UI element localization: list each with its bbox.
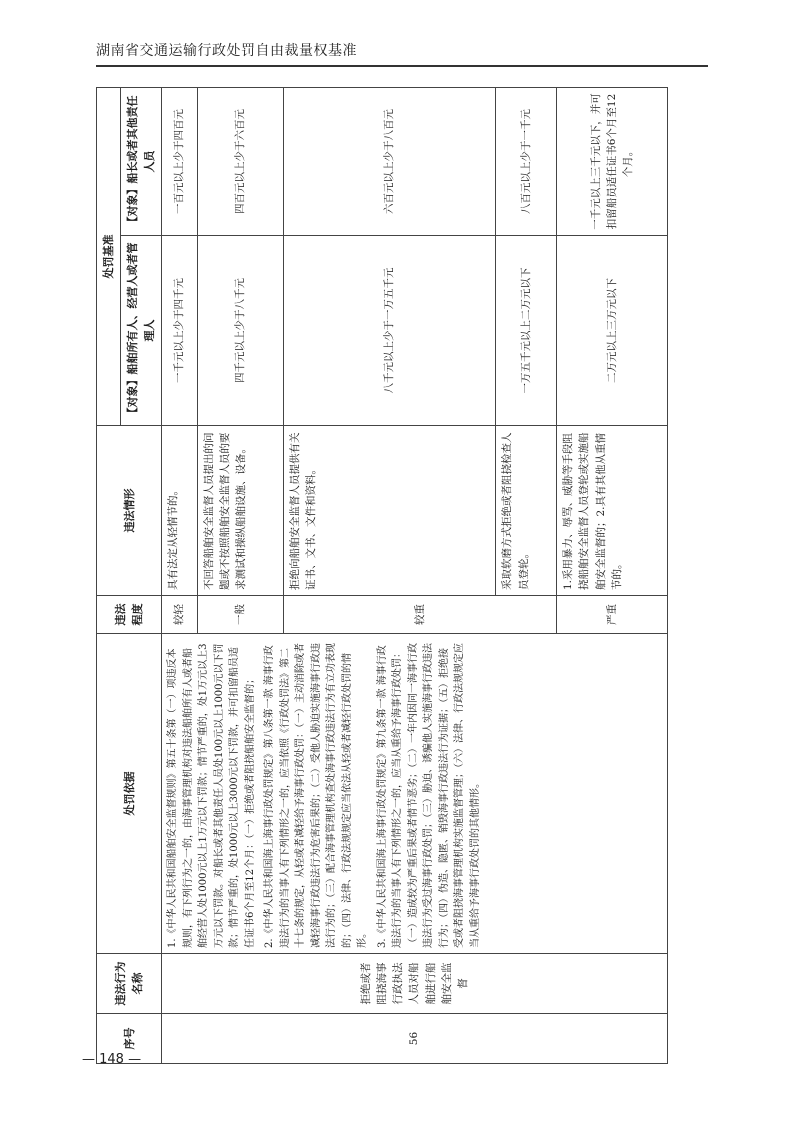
table-row — [162, 88, 198, 1064]
level-captain-amount: 四百元以上少于六百元 — [197, 88, 283, 236]
level-owner-amount: 一万五千元以上二万元以下 — [496, 236, 557, 426]
running-header-title: 湖南省交通运输行政处罚自由裁量权基准 — [96, 43, 357, 59]
level-captain-amount: 八百元以上少于一千元 — [496, 88, 557, 236]
level-owner-amount: 一千元以上少于四千元 — [162, 236, 198, 426]
page-number: — 148 — — [82, 1052, 142, 1067]
level-situation: 具有法定从轻情节的。 — [162, 426, 198, 596]
level-owner-amount: 四千元以上少于八千元 — [197, 236, 283, 426]
basis-item: 3.《中华人民共和国海上海事行政处罚规定》第九条第一款 海事行政违法行为的当事人有下列情形之一的，应当从重给予海事行政处罚：（一）造成较为严重后果或者情节恶劣；（二）一年内因同一海事行政违法行为受过海事行政处罚；（三）胁迫、诱骗他人实施海事行政违法行为；（四）伪造、隐匿、销毁海事行政违法行为证据；（五）拒绝接受或者阻挠海事管理机构实施监督管理；（六）法律、行政法规规定应当从重给予海事行政处罚的其他情形。 — [376, 643, 481, 948]
level-owner-amount: 八千元以上少于一万五千元 — [283, 236, 496, 426]
row-basis — [162, 634, 668, 954]
level-degree: 较重 — [283, 596, 556, 634]
level-situation: 采取软磨方式拒绝或者阻挠检查人员登轮。 — [496, 426, 557, 596]
header-basis: 处罚依据 — [97, 634, 162, 954]
header-seq: 序号 — [97, 1014, 162, 1064]
header-degree: 违法程度 — [97, 596, 162, 634]
header-situation: 违法情形 — [97, 426, 162, 596]
header-rule — [96, 65, 708, 67]
basis-item: 2.《中华人民共和国海上海事行政处罚规定》第八条第一款 海事行政违法行为的当事人有下列情形之一的，应当依照《行政处罚法》第二十七条的规定，从轻或者减轻给予海事行政处罚：（一）主动消除或者减轻海事行政违法行为危害后果的；（二）受他人胁迫实施海事行政违法行为的；（三）配合海事管理机构查处海事行政违法行为有立功表现的；（四）法律、行政法规规定应当依法从轻或者减轻行政处罚的情形。 — [264, 643, 369, 948]
header-target-captain: 【对象】船长或者其他责任人员 — [121, 88, 162, 236]
header-standard: 处罚基准 — [97, 88, 121, 426]
level-situation: 不回答船舶安全监督人员提出的问题或不按照船舶安全监督人员的要求测试和操纵船舶设施、设备。 — [197, 426, 283, 596]
row-seq: 56 — [162, 1014, 668, 1064]
level-degree: 严重 — [557, 596, 668, 634]
header-violation-name: 违法行为名称 — [97, 954, 162, 1014]
level-degree: 一般 — [197, 596, 283, 634]
header-row-1 — [97, 88, 121, 1064]
row-violation-name: 拒绝或者阻挠海事行政执法人员对船舶进行船舶安全监督 — [162, 954, 668, 1014]
level-owner-amount: 二万元以上三万元以下 — [557, 236, 668, 426]
penalty-standard-table — [96, 87, 668, 1064]
basis-item: 1.《中华人民共和国船舶安全监督规则》第五十条第（一）项违反本规则，有下列行为之一的，由海事管理机构对违法船舶所有人或者船舶经营人处1000元以上1万元以下罚款；情节严重的，处1万元以上3万元以下罚款。对船长或者其他责任人员处100元以上1000元以下罚款；情节严重的，处1000元以上3000元以下罚款，并可扣留船员适任证书6个月至12个月：（一）拒绝或者阻挠船舶安全监督的； — [167, 643, 256, 948]
level-degree: 较轻 — [162, 596, 198, 634]
level-situation: 拒绝向船舶安全监督人员提供有关证书、文书、文件和资料。 — [283, 426, 496, 596]
level-situation: 1.采用暴力、辱骂、威胁等手段阻挠船舶安全监督人员登轮或实施船舶安全监督的；2.具有其他从重情节的。 — [557, 426, 668, 596]
header-target-owner: 【对象】船舶所有人、经营人或者管理人 — [121, 236, 162, 426]
level-captain-amount: 一百元以上少于四百元 — [162, 88, 198, 236]
level-captain-amount: 一千元以上三千元以下，并可扣留船员适任证书6个月至12个月。 — [557, 88, 668, 236]
level-captain-amount: 六百元以上少于八百元 — [283, 88, 496, 236]
rotated-table-area — [96, 88, 668, 1064]
